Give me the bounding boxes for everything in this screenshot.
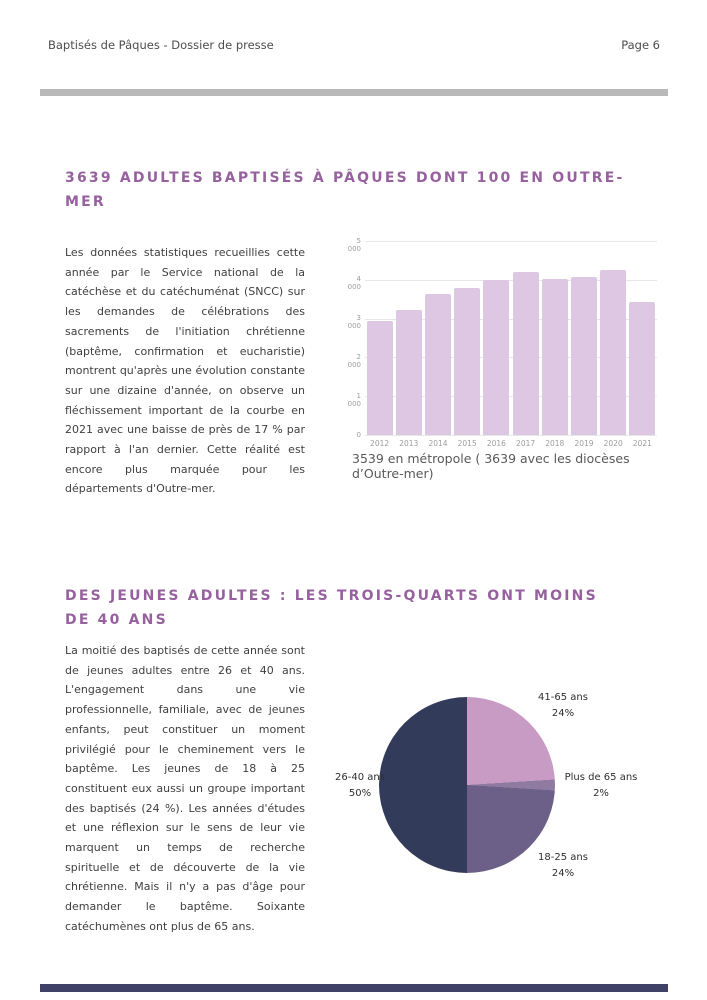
bar-2021	[629, 302, 655, 435]
bar-chart	[345, 237, 675, 449]
bar-2015	[454, 288, 480, 435]
section1-paragraph: Les données statistiques recueillies cette année par le Service national de la catéchèse et du catéchuménat (SNCC) sur les demandes de célébrations des sacrements de l'initiation chrétienne (baptême, confirmation et eucharistie) montrent qu'après une évolution constante sur une dizaine d'année, on observe un fléchissement important de la courbe en 2021 avec une baisse de près de 17 % par rapport à l'an dernier. Cette réalité est encore plus marquée pour les départements d'Outre-mer.	[65, 246, 305, 496]
bar-chart-xtick-2014: 2014	[428, 439, 448, 448]
section2-title: DES JEUNES ADULTES : LES TROIS-QUARTS ONT MOINS DE 40 ANS	[65, 588, 598, 628]
bar-chart-xtick-2018: 2018	[545, 439, 565, 448]
bar-chart-ytick: 0	[356, 430, 361, 439]
bar-chart-xtick-2015: 2015	[457, 439, 477, 448]
pie-label-plus-65-name: Plus de 65 ans	[564, 772, 638, 783]
bar-chart-ytick: 5 000	[347, 236, 361, 253]
pie-label-41-65	[513, 690, 613, 722]
bar-chart-xtick-2021: 2021	[632, 439, 652, 448]
section2-paragraph: La moitié des baptisés de cette année sont de jeunes adultes entre 26 et 40 ans. L'engagement dans une vie professionnelle, familiale, avec de jeunes enfants, peut constituer un moment privilégié pour le cheminement vers le baptême. Les jeunes de 18 à 25 constituent eux aussi un groupe important des baptisés (24 %). Les années d'études et une réflexion sur le sens de leur vie marquent un temps de recherche spirituelle et de découverte de la vie chrétienne. Mais il n'y a pas d'âge pour demander le baptême. Soixante catéchumènes ont plus de 65 ans.	[65, 644, 305, 933]
bar-2013	[396, 310, 422, 435]
section1-title: 3639 ADULTES BAPTISÉS À PÂQUES DONT 100 EN OUTRE-MER	[65, 170, 625, 210]
header-page-number: Page 6	[621, 38, 660, 52]
bar-2014	[425, 294, 451, 435]
bar-chart-gridline	[365, 241, 657, 242]
bar-chart-xtick-2016: 2016	[486, 439, 506, 448]
bar-2016	[483, 280, 509, 435]
pie-label-26-40-pct: 50%	[348, 788, 372, 799]
bar-2019	[571, 277, 597, 435]
pie-label-18-25-name: 18-25 ans	[538, 852, 588, 863]
bar-chart-ytick: 3 000	[347, 314, 361, 331]
pie-label-41-65-pct: 24%	[551, 708, 575, 719]
pie-label-26-40-name: 26-40 ans	[335, 772, 385, 783]
pie-label-26-40	[308, 770, 412, 802]
pie-label-41-65-name: 41-65 ans	[538, 692, 588, 703]
bar-chart-caption: 3539 en métropole ( 3639 avec les diocèses d’Outre-mer)	[352, 451, 630, 481]
pie-label-18-25	[513, 850, 613, 882]
bar-chart-ytick: 4 000	[347, 275, 361, 292]
header-rule	[40, 89, 668, 96]
bar-chart-gridline	[365, 435, 657, 436]
bar-chart-xtick-2012: 2012	[370, 439, 390, 448]
bar-2012	[367, 321, 393, 435]
header-document-title: Baptisés de Pâques - Dossier de presse	[48, 38, 274, 52]
bar-chart-xtick-2013: 2013	[399, 439, 419, 448]
pie-label-18-25-pct: 24%	[551, 868, 575, 879]
footer-rule	[40, 984, 668, 992]
bar-chart-plot	[365, 241, 657, 435]
bar-chart-ytick: 1 000	[347, 391, 361, 408]
pie-label-plus-65	[540, 770, 662, 802]
bar-chart-ytick: 2 000	[347, 352, 361, 369]
pie-label-plus-65-pct: 2%	[593, 788, 609, 799]
bar-chart-xtick-2020: 2020	[603, 439, 623, 448]
bar-2017	[513, 272, 539, 435]
bar-chart-xtick-2019: 2019	[574, 439, 594, 448]
bar-2018	[542, 279, 568, 435]
bar-chart-xtick-2017: 2017	[516, 439, 536, 448]
bar-2020	[600, 270, 626, 435]
